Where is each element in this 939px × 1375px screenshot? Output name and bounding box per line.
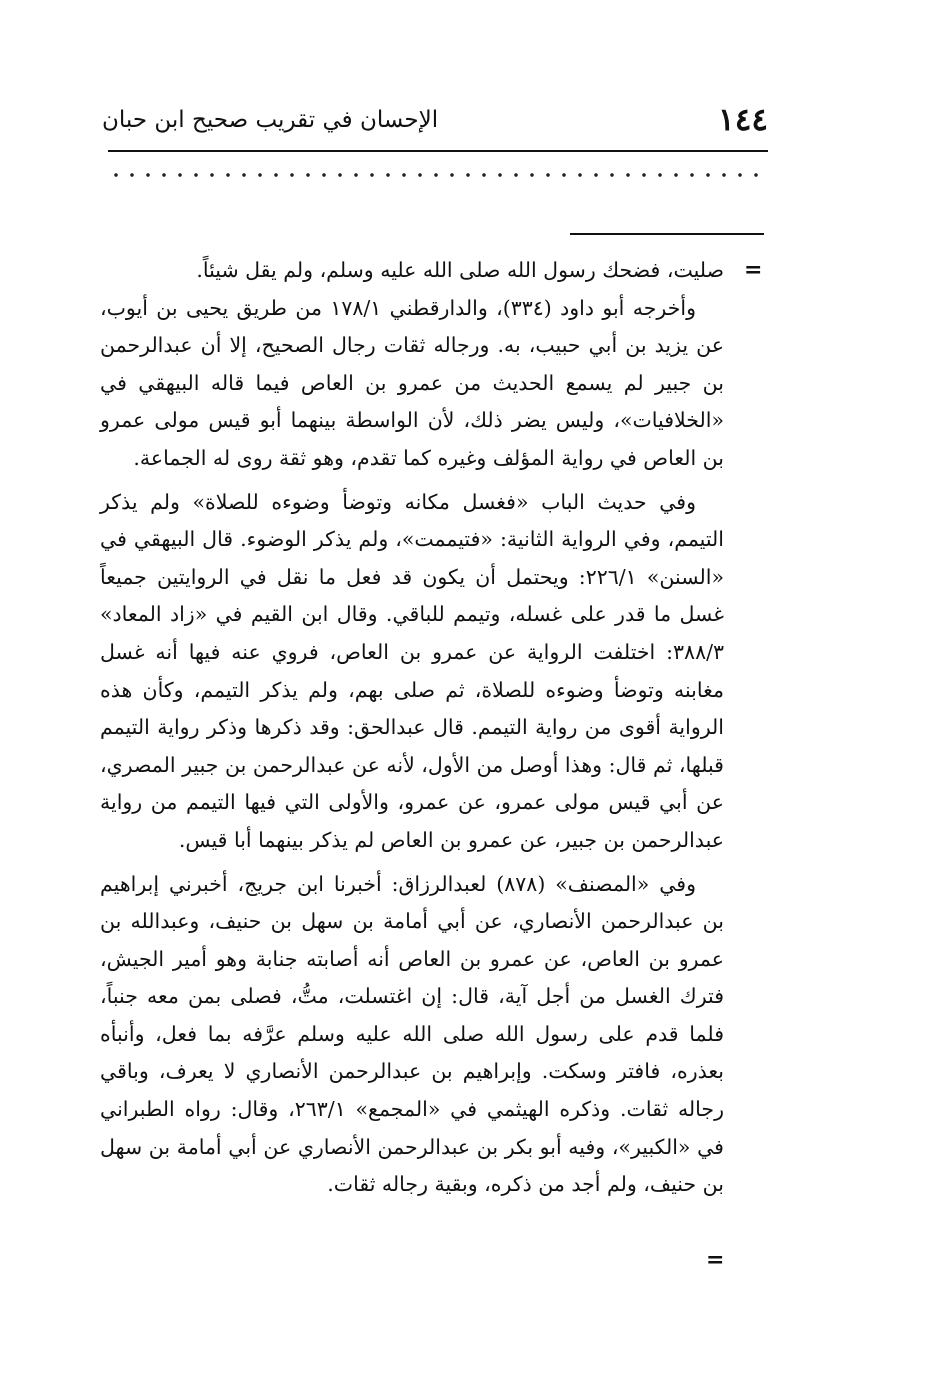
page-header — [102, 100, 768, 140]
footnote-text — [100, 252, 724, 1204]
paragraph-4: وفي «المصنف» (٨٧٨) لعبدالرزاق: أخبرنا ابن جريج، أخبرني إبراهيم بن عبدالرحمن الأنصاري، عن أبي أمامة بن سهل بن حنيف، وعبدالله بن عمرو بن العاص، عن عمرو بن العاص أنه أصابته جنابة وهو أمير الجيش، فترك الغسل من أجل آية، قال: إن اغتسلت، متُّ، فصلى بمن معه جنباً، فلما قدم على رسول الله صلى الله عليه وسلم عرَّفه بما فعل، وأنبأه بعذره، فافتر وسكت. وإبراهيم بن عبدالرحمن الأنصاري لا يعرف، وباقي رجاله ثقات. وذكره الهيثمي في «المجمع» ٢٦٣/١، وقال: رواه الطبراني في «الكبير»، وفيه أبو بكر بن عبدالرحمن الأنصاري عن أبي أمامة بن سهل بن حنيف، ولم أجد من ذكره، وبقية رجاله ثقات. — [100, 871, 725, 1197]
running-title: الإحسان في تقريب صحيح ابن حبان — [102, 107, 439, 133]
paragraph-3: وفي حديث الباب «فغسل مكانه وتوضأ وضوءه للصلاة» ولم يذكر التيمم، وفي الرواية الثانية: «فتيممت»، ولم يذكر الوضوء. قال البيهقي في «السنن» ٢٢٦/١: ويحتمل أن يكون قد فعل ما نقل في الروايتين جميعاً غسل ما قدر على غسله، وتيمم للباقي. وقال ابن القيم في «زاد المعاد» ٣٨٨/٣: اختلفت الرواية عن عمرو بن العاص، فروي عنه فيها أنه غسل مغابنه وتوضأ وضوءه للصلاة، ثم صلى بهم، ولم يذكر التيمم، وكأن هذه الرواية أقوى من رواية التيمم. قال عبدالحق: وقد ذكرها وذكر رواية التيمم قبلها، ثم قال: وهذا أوصل من الأول، لأنه عن عبدالرحمن بن جبير المصري، عن أبي قيس مولى عمرو، عن عمرو، والأولى التي فيها التيمم من رواية عبدالرحمن بن جبير، عن عمرو بن العاص لم يذكر بينهما أبا قيس. — [100, 489, 724, 852]
continuation-mark-top: = — [744, 257, 763, 283]
continuation-mark-bottom: = — [706, 1247, 725, 1273]
dotted-separator — [108, 168, 768, 182]
footnote-separator — [570, 233, 764, 235]
paragraph-1: صليت، فضحك رسول الله صلى الله عليه وسلم، ولم يقل شيئاً. — [196, 258, 724, 282]
header-rule — [108, 150, 768, 152]
paragraph-2: وأخرجه أبو داود (٣٣٤)، والدارقطني ١٧٨/١ من طريق يحيى بن أيوب، عن يزيد بن أبي حبيب، به. ورجاله ثقات رجال الصحيح، إلا أن عبدالرحمن بن جبير لم يسمع الحديث من عمرو بن العاص فيما قاله البيهقي في «الخلافيات»، وليس يضر ذلك، لأن الواسطة بينهما أبو قيس مولى عمرو بن العاص في رواية المؤلف وغيره كما تقدم، وهو ثقة روى له الجماعة. — [100, 295, 724, 470]
page-number: ١٤٤ — [718, 102, 768, 138]
